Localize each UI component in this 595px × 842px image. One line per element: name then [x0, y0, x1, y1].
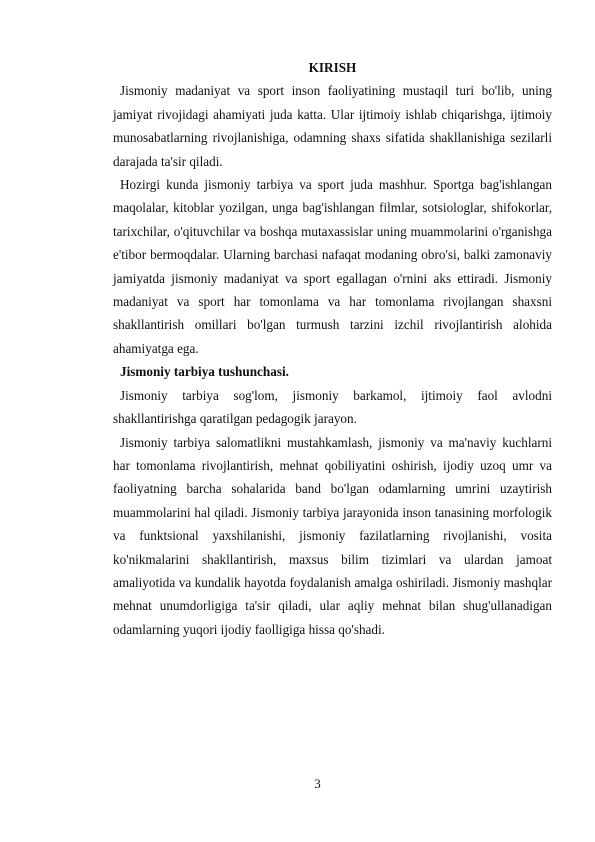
paragraph-details: Jismoniy tarbiya salomatlikni mustahkamlash, jismoniy va ma'naviy kuchlarni har tomonlama rivojlantirish, mehnat qobiliyatini oshirish, ijodiy uzoq umr va faoliyatning barcha sohalarida band bo'lgan odamlarning umrini uzaytirish muammolarini hal qiladi. Jismoniy tarbiya jarayonida inson tanasining morfologik va funktsional yaxshilanishi, jismoniy fazilatlarning rivojlanishi, vosita ko'nikmalarini shakllantirish, maxsus bilim tizimlari va ulardan jamoat amaliyotida va kundalik hayotda foydalanish amalga oshiriladi. Jismoniy mashqlar mehnat unumdorligiga ta'sir qiladi, ular aqliy mehnat bilan shug'ullanadigan odamlarning yuqori ijodiy faolligiga hissa qo'shadi. [113, 434, 552, 637]
paragraph-popularity: Hozirgi kunda jismoniy tarbiya va sport juda mashhur. Sportga bag'ishlangan maqolalar, kitoblar yozilgan, unga bag'ishlangan filmlar, sotsiologlar, shifokorlar, tarixchilar, o'qituvchilar va boshqa mutaxassislar uning muammolarini o'rganishga e'tibor bermoqdalar. Ularning barchasi nafaqat modaning obro'si, balki zamonaviy jamiyatda jismoniy madaniyat va sport egallagan o'rnini aks ettiradi. Jismoniy madaniyat va sport har tomonlama va har tomonlama rivojlangan shaxsni shakllantirish omillari bo'lgan turmush tarzini izchil rivojlantirish alohida ahamiyatga ega. [113, 177, 552, 356]
document-body [113, 56, 552, 641]
section-heading: Jismoniy tarbiya tushunchasi. [120, 364, 289, 380]
page-number: 3 [314, 776, 321, 791]
paragraph-definition: Jismoniy tarbiya sog'lom, jismoniy barkamol, ijtimoiy faol avlodni shakllantirishga qaratilgan pedagogik jarayon. [113, 387, 552, 427]
page-title: KIRISH [308, 60, 357, 75]
paragraph-intro: Jismoniy madaniyat va sport inson faoliyatining mustaqil turi bo'lib, uning jamiyat rivojidagi ahamiyati juda katta. Ular ijtimoiy ishlab chiqarishga, ijtimoiy munosabatlarning rivojlanishiga, odamning shaxs sifatida shakllanishiga sezilarli darajada ta'sir qiladi. [113, 83, 552, 169]
